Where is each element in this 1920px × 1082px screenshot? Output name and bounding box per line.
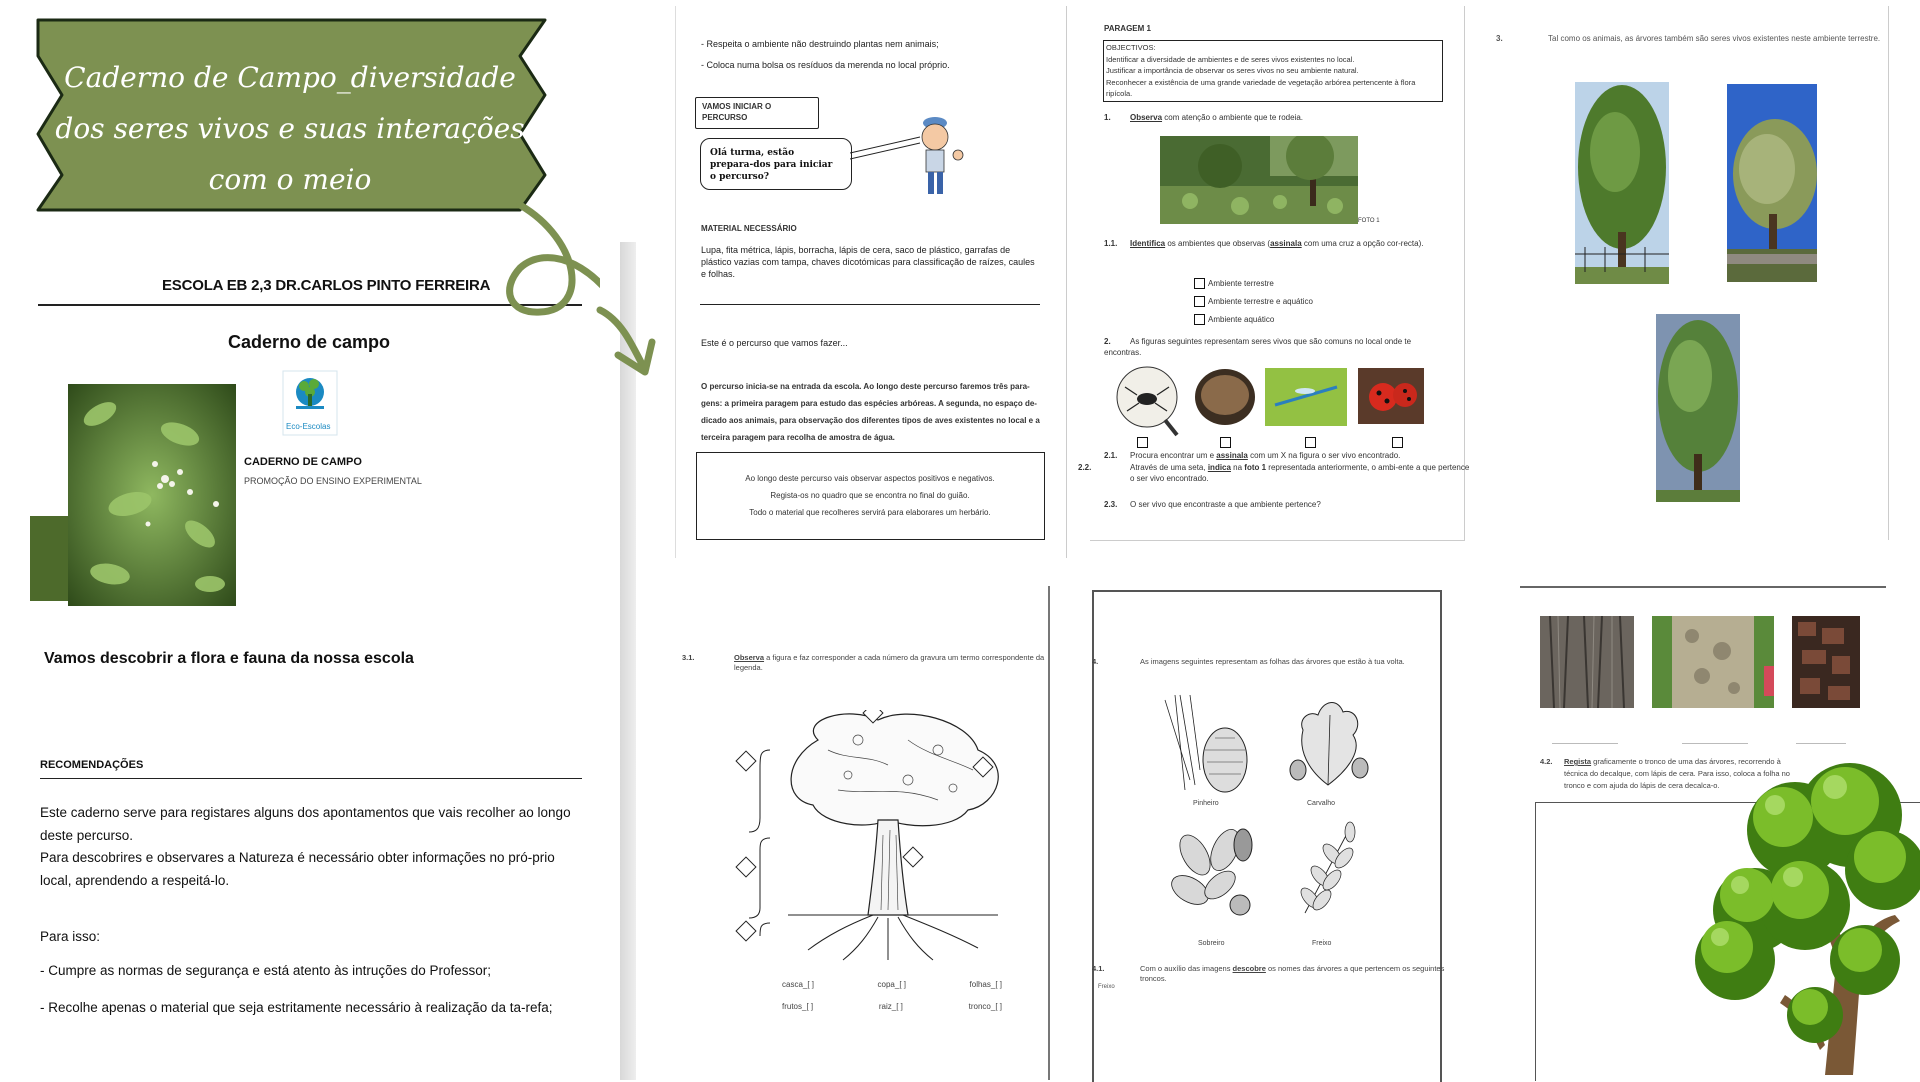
side-label: Freixo — [1098, 984, 1115, 990]
speech-bubble-text: Olá turma, estão prepara-dos para iniciar o percurso? — [710, 148, 833, 182]
q31-text: a figura e faz corresponder a cada número da gravura um termo correspondente da legenda. — [734, 653, 1045, 673]
tree-diagram — [738, 710, 1018, 962]
legend-folhas: folhas_[ ] — [969, 980, 1002, 989]
recommendations-text — [40, 802, 585, 892]
q22-c: representada anteriormente, o ambi-ente a que pertence o ser vivo encontrado. — [1130, 463, 1470, 483]
leaf-carvalho — [1278, 690, 1378, 795]
cover-title: Caderno de campo — [228, 332, 391, 352]
q31-number: 3.1. — [682, 653, 695, 662]
q41-number: 4.1. — [1092, 964, 1105, 973]
cover-school-name: ESCOLA EB 2,3 DR.CARLOS PINTO FERREIRA — [162, 277, 491, 294]
q1-text: com atenção o ambiente que te rodeia. — [1162, 113, 1304, 122]
question-1-1 — [1104, 239, 1444, 250]
note-line-2: Regista-os no quadro que se encontra no final do guião. — [770, 491, 970, 500]
q22-number: 2.2. — [1078, 463, 1092, 472]
cartoon-guide — [850, 115, 970, 205]
legend-casca: casca_[ ] — [782, 980, 815, 989]
cover-plant-photo — [30, 384, 236, 606]
question-2 — [1104, 337, 1444, 359]
tree-photo-1 — [1575, 82, 1669, 284]
tree-photo-2 — [1727, 84, 1817, 282]
leaf-sobreiro-label: Sobreiro — [1198, 940, 1225, 947]
question-3 — [1496, 34, 1890, 45]
option-aquatic-label: Ambiente aquático — [1208, 315, 1275, 324]
banner-arrow — [590, 300, 670, 380]
q23-number: 2.3. — [1104, 500, 1118, 509]
question-4-1 — [1092, 964, 1450, 984]
q22-b: na — [1230, 463, 1245, 472]
bark-underline-1 — [1552, 743, 1618, 744]
q11-verb: Identifica — [1130, 239, 1166, 248]
q42-line-2: técnica do decalque, com lápis de cera. Para isso, coloca a folha no — [1564, 769, 1790, 778]
leaf-freixo — [1290, 818, 1370, 918]
option-terrestrial-aquatic[interactable] — [1194, 293, 1313, 311]
leaf-carvalho-label: Carvalho — [1307, 800, 1336, 807]
q11-number: 1.1. — [1104, 239, 1118, 248]
tree-photo-3 — [1656, 314, 1740, 502]
bark-underline-3 — [1796, 743, 1846, 744]
environment-options — [1194, 275, 1313, 329]
q2-number: 2. — [1104, 337, 1111, 346]
checkbox-terrestrial-aquatic[interactable] — [1194, 296, 1205, 307]
objectives-title: OBJECTIVOS: — [1106, 43, 1156, 52]
q41-verb: descobre — [1232, 964, 1266, 973]
q23-text: O ser vivo que encontraste a que ambiente pertence? — [1130, 500, 1321, 509]
q42-verb: Regista — [1564, 757, 1592, 766]
note-box-text — [700, 470, 1040, 521]
note-line-3: Todo o material que recolheres servirá para elaborares um herbário. — [749, 508, 991, 517]
q41-b: os nomes das árvores a que pertencem os seguintes troncos. — [1140, 964, 1445, 984]
option-aquatic[interactable] — [1194, 311, 1313, 329]
legend-row-1 — [782, 980, 1002, 991]
living-beings-images — [1115, 365, 1435, 447]
recommendations-rule — [40, 778, 582, 779]
bark-photo-1 — [1540, 616, 1634, 708]
q21-a: Procura encontrar um e — [1130, 451, 1217, 460]
option-terrestrial-aquatic-label: Ambiente terrestre e aquático — [1208, 297, 1313, 306]
recommendations-p1: Este caderno serve para registares alguns dos apontamentos que vais recolher ao longo deste percurso. — [40, 805, 571, 843]
rule-2: - Recolhe apenas o material que seja estritamente necessário à realização da ta-refa; — [40, 1000, 553, 1015]
q31-verb: Observa — [734, 653, 765, 662]
q41-a: Com o auxílio das imagens — [1140, 964, 1233, 973]
page2-rule-b: - Coloca numa bolsa os resíduos da merenda no local próprio. — [701, 60, 950, 70]
legend-copa: copa_[ ] — [877, 980, 906, 989]
page2-rule-a: - Respeita o ambiente não destruindo plantas nem animais; — [701, 39, 939, 49]
checkbox-ladybug[interactable] — [1392, 437, 1403, 448]
cover-promo: PROMOÇÃO DO ENSINO EXPERIMENTAL — [244, 476, 422, 486]
option-terrestrial-label: Ambiente terrestre — [1208, 279, 1274, 288]
recommendations-title: RECOMENDAÇÕES — [40, 759, 144, 771]
bark-underline-2 — [1682, 743, 1748, 744]
tree-diagram-braces — [735, 748, 775, 948]
question-2-3 — [1104, 500, 1444, 511]
q11-mid: os ambientes que observas ( — [1165, 239, 1271, 248]
checkbox-dragonfly[interactable] — [1305, 437, 1316, 448]
legend-row-2 — [782, 1002, 1002, 1013]
q42-number: 4.2. — [1540, 757, 1553, 766]
legend-tronco: tronco_[ ] — [968, 1002, 1002, 1011]
para-isso-label: Para isso: — [40, 929, 101, 944]
checkbox-ant[interactable] — [1137, 437, 1148, 448]
q21-verb: assinala — [1216, 451, 1248, 460]
checkbox-snail[interactable] — [1220, 437, 1231, 448]
recommendations-p2: Para descobrires e observares a Natureza é necessário obter informações no pró-prio local, aprendendo a respeitá-lo. — [40, 850, 555, 888]
leaf-pinheiro-label: Pinheiro — [1193, 800, 1219, 807]
question-1 — [1104, 113, 1303, 124]
question-3-1 — [682, 653, 1054, 673]
q4-text: As imagens seguintes representam as folhas das árvores que estão à tua volta. — [1140, 657, 1405, 666]
legend-frutos: frutos_[ ] — [782, 1002, 814, 1011]
q22-foto: foto 1 — [1244, 463, 1267, 472]
q11-rest: com uma cruz a opção cor-recta). — [1301, 239, 1424, 248]
question-2-2 — [1078, 463, 1470, 485]
q4-number: 4. — [1092, 657, 1099, 666]
banner-text — [45, 52, 535, 205]
objective-2: Justificar a importância de observar os seres vivos no seu ambiente natural. — [1106, 66, 1359, 75]
question-4 — [1092, 657, 1450, 667]
q1-verb: Observa — [1130, 113, 1163, 122]
stop-1-title: PARAGEM 1 — [1104, 24, 1151, 33]
rule-1: - Cumpre as normas de segurança e está atento às intruções do Professor; — [40, 963, 491, 978]
q2-text: As figuras seguintes representam seres vivos que são comuns no local onde te encontras. — [1104, 337, 1412, 357]
q42-line-3: tronco e com ajuda do lápis de cera decalca-o. — [1564, 781, 1720, 790]
start-route-label: VAMOS INICIAR O PERCURSO — [695, 97, 819, 129]
q3-text: Tal como os animais, as árvores também são seres vivos existentes neste ambiente terrestre. — [1548, 34, 1881, 43]
q3-number: 3. — [1496, 34, 1503, 43]
q21-b: com um X na figura o ser vivo encontrado. — [1247, 451, 1401, 460]
q1-number: 1. — [1104, 113, 1111, 122]
objectives-text — [1106, 42, 1440, 100]
note-line-1: Ao longo deste percurso vais observar aspectos positivos e negativos. — [745, 474, 995, 483]
checkbox-terrestrial[interactable] — [1194, 278, 1205, 289]
leaf-pinheiro — [1155, 690, 1255, 795]
bark-underlines — [1552, 743, 1852, 744]
banner-line-1: Caderno de Campo_diversidade — [64, 61, 516, 94]
checkbox-aquatic[interactable] — [1194, 314, 1205, 325]
cover-headline: Vamos descobrir a flora e fauna da nossa escola — [44, 650, 414, 667]
banner-line-3: com o meio — [208, 163, 372, 196]
cover-subtitle: CADERNO DE CAMPO — [244, 456, 362, 468]
option-terrestrial[interactable] — [1194, 275, 1313, 293]
bark-photo-3 — [1792, 616, 1860, 708]
page2-divider — [700, 304, 1040, 305]
material-text: Lupa, fita métrica, lápis, borracha, lápis de cera, saco de plástico, garrafas de plástico vazias com tampa, chaves dicotómicas para classificação de raízes, caules e folhas. — [701, 245, 1035, 280]
decorative-tree — [1675, 745, 1920, 1080]
material-title: MATERIAL NECESSÁRIO — [701, 224, 797, 233]
question-2-1 — [1104, 451, 1444, 462]
objective-1: Identificar a diversidade de ambientes e de seres vivos existentes no local. — [1106, 54, 1355, 64]
q11-verb2: assinala — [1270, 239, 1302, 248]
bark-photo-2 — [1652, 616, 1774, 708]
legend-raiz: raiz_[ ] — [878, 1002, 903, 1011]
q22-verb: indica — [1207, 463, 1231, 472]
q21-number: 2.1. — [1104, 451, 1118, 460]
path-intro: Este é o percurso que vamos fazer... — [701, 338, 848, 348]
foto-1-label: FOTO 1 — [1358, 218, 1380, 224]
q42-text-1: graficamente o tronco de uma das árvores, recorrendo à — [1591, 757, 1781, 766]
eco-escolas-label: Eco-Escolas — [286, 422, 331, 431]
objective-3: Reconhecer a existência de uma grande variedade de vegetação arbórea pertencente à flora ripícola. — [1106, 77, 1416, 98]
q22-a: Através de uma seta, — [1130, 463, 1208, 472]
leaf-sobreiro — [1165, 820, 1265, 920]
leaf-freixo-label: Freixo — [1312, 940, 1332, 947]
foto-1-garden-photo — [1160, 136, 1358, 224]
banner-line-2: dos seres vivos e suas interações — [55, 112, 525, 145]
path-description: O percurso inicia-se na entrada da escola. Ao longo deste percurso faremos três para-gens: a primeira paragem para estudo das espécies arbóreas. A segunda, no espaço de-dicado aos animais, para observação dos diferentes tipos de aves existentes no local e a terceira paragem para recolha de amostra de água. — [701, 382, 1040, 442]
